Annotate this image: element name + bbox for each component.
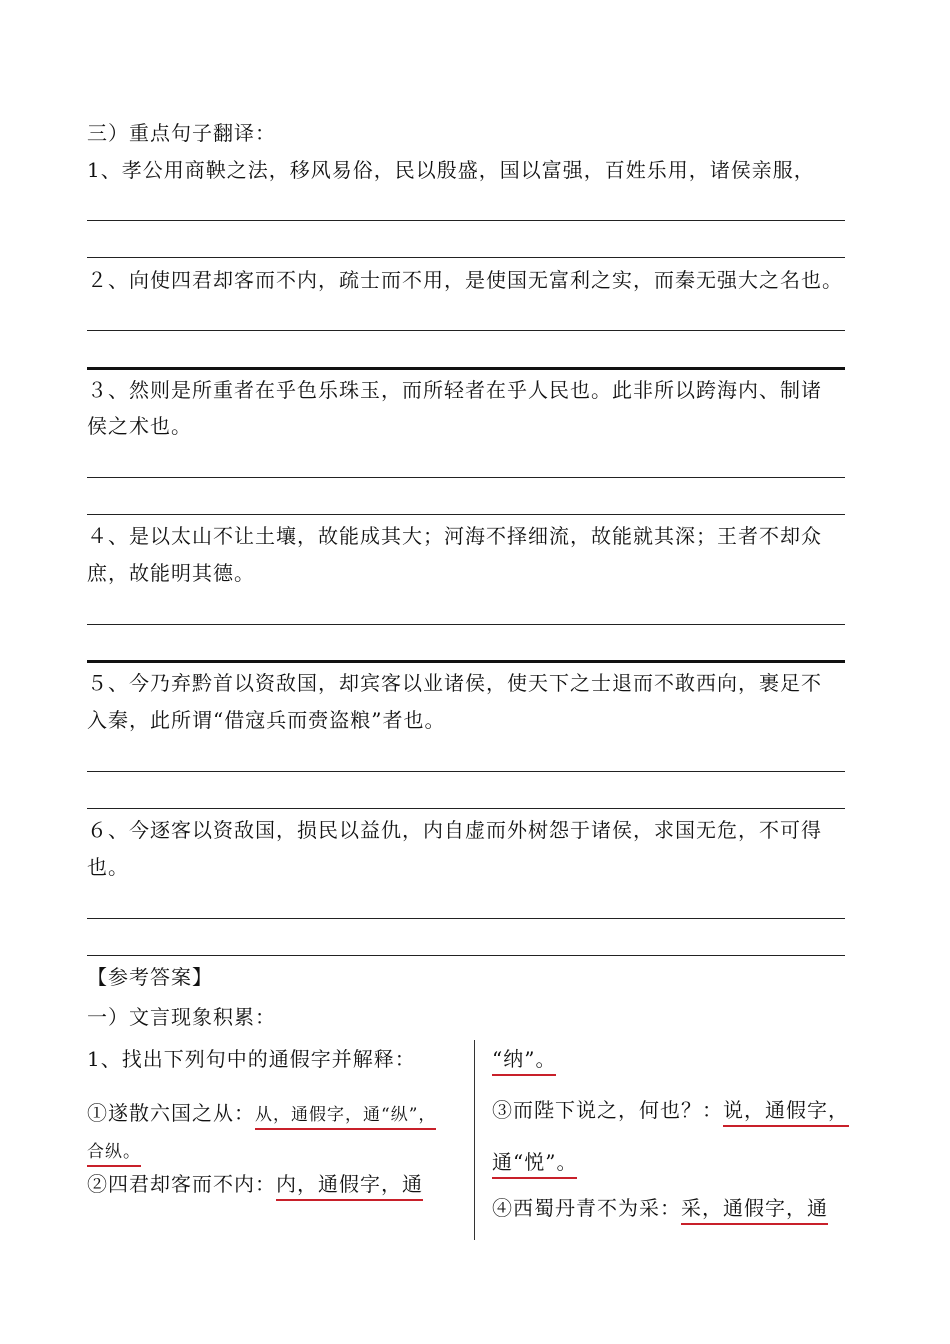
answer-line[interactable] bbox=[87, 955, 845, 956]
section-heading: 三）重点句子翻译： bbox=[87, 121, 276, 145]
answer-line[interactable] bbox=[87, 330, 845, 331]
sentence-2: ２、向使四君却客而不内，疏士而不用，是使国无富利之实，而秦无强大之名也。 bbox=[87, 268, 843, 292]
sentence-4: ４、是以太山不让土壤，故能成其大；河海不择细流，故能就其深；王者不却众 bbox=[87, 524, 822, 548]
sentence-3: ３、然则是所重者在乎色乐珠玉，而所轻者在乎人民也。此非所以跨海内、制诸 bbox=[87, 378, 822, 402]
item-2-answer: 内，通假字，通 bbox=[276, 1172, 423, 1201]
item-2-answer-tail: “纳”。 bbox=[492, 1047, 556, 1076]
item-1-answer: 从，通假字，通“纵”， bbox=[255, 1105, 436, 1130]
sentence-5: ５、今乃弃黔首以资敌国，却宾客以业诸侯，使天下之士退而不敢西向，裹足不 bbox=[87, 671, 822, 695]
sentence-4-cont: 庶，故能明其德。 bbox=[87, 561, 255, 585]
answer-line[interactable] bbox=[87, 918, 845, 919]
item-1-answer-tail: 合纵。 bbox=[87, 1142, 141, 1167]
item-4 bbox=[492, 1196, 828, 1220]
answer-line[interactable] bbox=[87, 808, 845, 809]
sentence-5-cont: 入秦，此所谓“借寇兵而赍盗粮”者也。 bbox=[87, 708, 446, 732]
answer-line[interactable] bbox=[87, 624, 845, 625]
item-4-answer: 采，通假字，通 bbox=[681, 1196, 828, 1225]
sentence-3-cont: 侯之术也。 bbox=[87, 414, 192, 438]
item-3 bbox=[492, 1098, 849, 1122]
answers-section-heading: 一）文言现象积累： bbox=[87, 1005, 276, 1029]
item-3-answer-cont bbox=[492, 1150, 577, 1174]
answer-line[interactable] bbox=[87, 771, 845, 772]
item-1-prompt: ①遂散六国之从： bbox=[87, 1101, 255, 1125]
item-2-prompt: ②四君却客而不内： bbox=[87, 1172, 276, 1196]
item-2 bbox=[87, 1172, 423, 1196]
question-1-heading: 1、找出下列句中的通假字并解释： bbox=[87, 1047, 416, 1071]
answer-line[interactable] bbox=[87, 477, 845, 478]
item-1-answer-cont bbox=[87, 1140, 141, 1164]
item-3-answer: 说，通假字， bbox=[723, 1098, 849, 1127]
answer-line[interactable] bbox=[87, 514, 845, 515]
item-4-prompt: ④西蜀丹青不为采： bbox=[492, 1196, 681, 1220]
item-1 bbox=[87, 1101, 436, 1127]
item-3-prompt: ③而陛下说之，何也？： bbox=[492, 1098, 723, 1122]
sentence-6: ６、今逐客以资敌国，损民以益仇，内自虚而外树怨于诸侯，求国无危，不可得 bbox=[87, 818, 822, 842]
column-divider bbox=[474, 1040, 475, 1240]
item-3-answer-tail: 通“悦”。 bbox=[492, 1150, 577, 1179]
answers-title: 【参考答案】 bbox=[87, 965, 213, 989]
answer-line[interactable] bbox=[87, 660, 845, 663]
answer-line[interactable] bbox=[87, 367, 845, 370]
sentence-1: 1、孝公用商鞅之法，移风易俗，民以殷盛，国以富强，百姓乐用，诸侯亲服， bbox=[87, 158, 815, 182]
sentence-6-cont: 也。 bbox=[87, 855, 129, 879]
answer-line[interactable] bbox=[87, 257, 845, 258]
answer-line[interactable] bbox=[87, 220, 845, 221]
item-2-answer-cont bbox=[492, 1047, 556, 1071]
